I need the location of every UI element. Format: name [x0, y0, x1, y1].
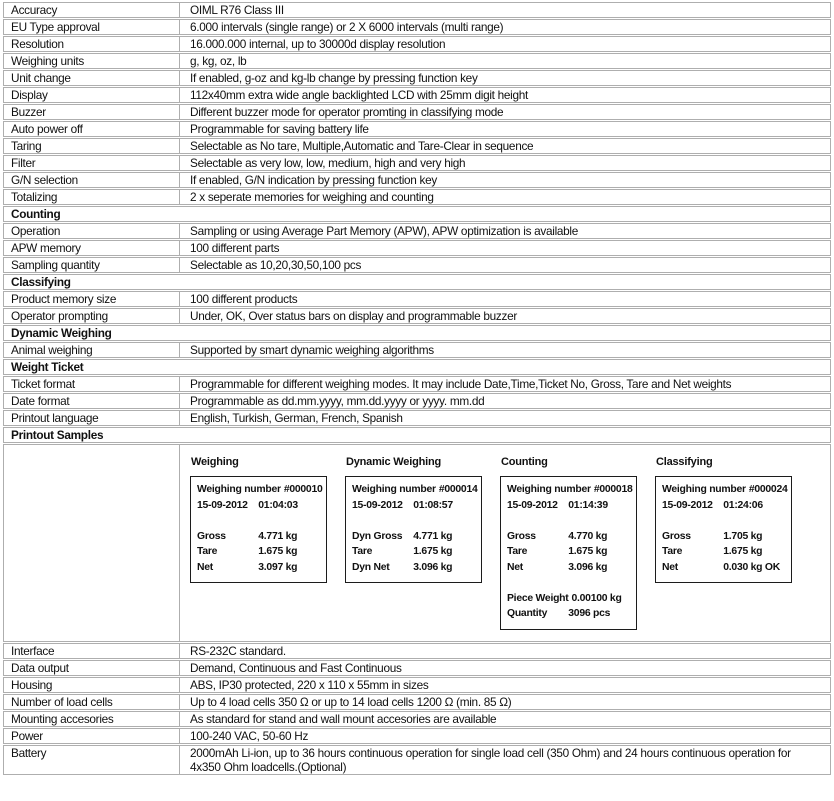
spec-row	[3, 87, 831, 103]
spec-row-value: Under, OK, Over status bars on display and programmable buzzer	[190, 309, 517, 323]
receipt-line	[662, 482, 786, 498]
receipt-line-label: Net	[507, 561, 523, 573]
receipt-line-label: 15-09-2012	[507, 499, 558, 511]
receipt-line-value: 4.771 kg	[413, 530, 453, 542]
printout-sample-weighing	[190, 456, 327, 583]
spec-row-label: Housing	[4, 678, 180, 692]
spec-row	[3, 53, 831, 69]
spec-row-label: Operation	[4, 224, 180, 238]
receipt-line	[197, 482, 321, 498]
receipt-line-value: 3.097 kg	[258, 561, 298, 573]
receipt-line	[352, 498, 476, 514]
section-label: Printout Samples	[11, 428, 104, 442]
receipt-line-value: #000010	[283, 484, 323, 495]
receipt-line-label: Weighing number	[507, 484, 591, 495]
spec-row-value: OIML R76 Class III	[190, 3, 284, 17]
sample-title: Counting	[501, 456, 548, 468]
spec-row	[3, 745, 831, 775]
sample-title: Classifying	[656, 456, 713, 468]
spec-row-label: Number of load cells	[4, 695, 180, 709]
spec-row	[3, 189, 831, 205]
samples-empty-cell	[4, 445, 180, 641]
spec-table	[3, 2, 831, 775]
receipt-line	[507, 498, 631, 514]
receipt-line	[662, 560, 786, 576]
section-row-dynamic-weighing	[3, 325, 831, 341]
receipt-line-label: Gross	[662, 530, 691, 542]
receipt-line-value: 01:04:03	[258, 499, 298, 511]
spec-row-value: Supported by smart dynamic weighing algorithms	[190, 343, 434, 357]
spec-row-value: g, kg, oz, lb	[190, 54, 247, 68]
receipt-line-label: Dyn Gross	[352, 530, 403, 542]
receipt-line-value: 3.096 kg	[413, 561, 453, 573]
spec-row-label: Ticket format	[4, 377, 180, 391]
spec-row-label: Printout language	[4, 411, 180, 425]
spec-row	[3, 711, 831, 727]
spec-row	[3, 104, 831, 120]
receipt-line	[197, 560, 321, 576]
spec-row-value: Selectable as very low, low, medium, high and very high	[190, 156, 466, 170]
spec-row	[3, 376, 831, 392]
spec-row	[3, 308, 831, 324]
samples-area	[180, 445, 830, 641]
receipt-line	[507, 606, 631, 622]
spec-row-value: Programmable for different weighing modes. It may include Date,Time,Ticket No, Gross, Tare and Net weights	[190, 377, 732, 391]
receipt-line-label: 15-09-2012	[352, 499, 403, 511]
receipt-line-value: 4.770 kg	[568, 530, 608, 542]
receipt-box	[345, 476, 482, 583]
receipt-line	[662, 498, 786, 514]
spec-row	[3, 643, 831, 659]
spec-row-label: APW memory	[4, 241, 180, 255]
spec-row	[3, 677, 831, 693]
receipt-box	[655, 476, 792, 583]
receipt-line	[507, 482, 631, 498]
spec-row	[3, 172, 831, 188]
spec-row-label: Resolution	[4, 37, 180, 51]
receipt-line-value: 3.096 kg	[568, 561, 608, 573]
receipt-line-label: Tare	[197, 546, 218, 557]
spec-row-value: 2 x seperate memories for weighing and counting	[190, 190, 434, 204]
spec-row	[3, 393, 831, 409]
receipt-line	[352, 544, 476, 560]
spec-row-label: Buzzer	[4, 105, 180, 119]
receipt-line	[662, 513, 786, 529]
section-label: Dynamic Weighing	[11, 326, 112, 340]
spec-row	[3, 728, 831, 744]
spec-row-value: Up to 4 load cells 350 Ω or up to 14 load cells 1200 Ω (min. 85 Ω)	[190, 695, 512, 709]
spec-row	[3, 660, 831, 676]
spec-row-label: Operator prompting	[4, 309, 180, 323]
receipt-line-value: 4.771 kg	[258, 530, 298, 542]
spec-row-value: 6.000 intervals (single range) or 2 X 6000 intervals (multi range)	[190, 20, 504, 34]
spec-row-value: English, Turkish, German, French, Spanish	[190, 411, 403, 425]
spec-row	[3, 240, 831, 256]
receipt-line-label: 15-09-2012	[662, 499, 713, 511]
receipt-box	[500, 476, 637, 630]
section-row-counting	[3, 206, 831, 222]
receipt-line-value: #000014	[438, 484, 478, 495]
receipt-line-value: 0.00100 kg	[571, 592, 622, 604]
spec-row	[3, 223, 831, 239]
receipt-line-value: 1.675 kg	[568, 546, 608, 557]
receipt-line-value: 1.705 kg	[723, 530, 763, 542]
spec-row-value: ABS, IP30 protected, 220 x 110 x 55mm in sizes	[190, 678, 429, 692]
receipt-line	[197, 498, 321, 514]
printout-samples-row	[3, 444, 831, 642]
printout-sample-dynamic-weighing	[345, 456, 482, 583]
spec-row-value: 100 different parts	[190, 241, 280, 255]
sample-title: Weighing	[191, 456, 239, 468]
receipt-line-value: 01:24:06	[723, 499, 763, 511]
section-row-classifying	[3, 274, 831, 290]
spec-row-value: RS-232C standard.	[190, 644, 286, 658]
spec-row	[3, 694, 831, 710]
spec-row-value: If enabled, G/N indication by pressing function key	[190, 173, 438, 187]
receipt-line-value: 01:08:57	[413, 499, 453, 511]
receipt-line	[352, 560, 476, 576]
receipt-line-value: 0.030 kg OK	[723, 561, 781, 573]
receipt-line	[352, 529, 476, 545]
spec-row-value: Different buzzer mode for operator promting in classifying mode	[190, 105, 504, 119]
spec-row-label: Totalizing	[4, 190, 180, 204]
spec-row	[3, 70, 831, 86]
spec-row-value: 16.000.000 internal, up to 30000d display resolution	[190, 37, 446, 51]
spec-row-label: EU Type approval	[4, 20, 180, 34]
spec-row-label: Animal weighing	[4, 343, 180, 357]
spec-row-label: Interface	[4, 644, 180, 658]
receipt-line	[662, 544, 786, 560]
spec-row-label: Weighing units	[4, 54, 180, 68]
spec-row-value: 100-240 VAC, 50-60 Hz	[190, 729, 309, 743]
spec-row	[3, 19, 831, 35]
spec-row	[3, 342, 831, 358]
receipt-line-label: 15-09-2012	[197, 499, 248, 511]
receipt-line-value: #000018	[593, 484, 633, 495]
section-label: Classifying	[11, 275, 71, 289]
spec-row-value: As standard for stand and wall mount accesories are available	[190, 712, 497, 726]
receipt-line	[507, 575, 631, 591]
spec-row	[3, 410, 831, 426]
spec-row-label: Accuracy	[4, 3, 180, 17]
spec-row	[3, 36, 831, 52]
receipt-line	[507, 591, 631, 607]
printout-sample-classifying	[655, 456, 792, 583]
spec-row-label: Battery	[4, 746, 180, 774]
receipt-line	[507, 544, 631, 560]
spec-row-label: Power	[4, 729, 180, 743]
spec-row-value: Selectable as No tare, Multiple,Automatic and Tare-Clear in sequence	[190, 139, 534, 153]
spec-row-label: Taring	[4, 139, 180, 153]
spec-row-value: Programmable as dd.mm.yyyy, mm.dd.yyyy or yyyy. mm.dd	[190, 394, 485, 408]
receipt-line-label: Weighing number	[197, 484, 281, 495]
spec-row-value: Demand, Continuous and Fast Continuous	[190, 661, 402, 675]
receipt-line-value: #000024	[748, 484, 788, 495]
section-label: Weight Ticket	[11, 360, 84, 374]
spec-row-label: Mounting accesories	[4, 712, 180, 726]
receipt-line-label: Quantity	[507, 608, 548, 619]
receipt-line-label: Weighing number	[662, 484, 746, 495]
printout-sample-counting	[500, 456, 637, 630]
receipt-line	[197, 544, 321, 560]
spec-row-value: Programmable for saving battery life	[190, 122, 369, 136]
receipt-line-value: 01:14:39	[568, 499, 608, 511]
spec-row-value: Selectable as 10,20,30,50,100 pcs	[190, 258, 362, 272]
spec-row-label: Auto power off	[4, 122, 180, 136]
spec-row-value: 100 different products	[190, 292, 298, 306]
receipt-line-value: 1.675 kg	[413, 546, 453, 557]
spec-row-label: Display	[4, 88, 180, 102]
spec-row-label: Data output	[4, 661, 180, 675]
spec-row-label: G/N selection	[4, 173, 180, 187]
receipt-line	[507, 513, 631, 529]
receipt-line-label: Tare	[352, 546, 373, 557]
receipt-line-label: Gross	[507, 530, 536, 542]
receipt-line-label: Net	[197, 561, 213, 573]
receipt-line	[507, 529, 631, 545]
receipt-line	[352, 482, 476, 498]
receipt-line-value: 1.675 kg	[258, 546, 298, 557]
receipt-line-label: Net	[662, 561, 678, 573]
spec-row-value: 2000mAh Li-ion, up to 36 hours continuous operation for single load cell (350 Ohm) and 24 hours continuous operation for 4x350 Ohm loadcells.(Optional)	[190, 746, 791, 774]
receipt-line	[197, 513, 321, 529]
spec-row-label: Filter	[4, 156, 180, 170]
section-label: Counting	[11, 207, 61, 221]
receipt-line-label: Tare	[507, 546, 528, 557]
spec-row	[3, 155, 831, 171]
spec-row-value: 112x40mm extra wide angle backlighted LCD with 25mm digit height	[190, 88, 528, 102]
spec-row	[3, 138, 831, 154]
receipt-line-label: Piece Weight	[507, 592, 569, 604]
receipt-line	[352, 513, 476, 529]
spec-row-label: Unit change	[4, 71, 180, 85]
section-row-printout-samples	[3, 427, 831, 443]
spec-row-label: Date format	[4, 394, 180, 408]
spec-row-value: Sampling or using Average Part Memory (APW), APW optimization is available	[190, 224, 579, 238]
receipt-line-label: Gross	[197, 530, 226, 542]
spec-row-label: Sampling quantity	[4, 258, 180, 272]
spec-row	[3, 291, 831, 307]
receipt-line-label: Weighing number	[352, 484, 436, 495]
receipt-line-value: 3096 pcs	[568, 608, 611, 619]
spec-row-label: Product memory size	[4, 292, 180, 306]
receipt-line-label: Tare	[662, 546, 683, 557]
section-row-weight-ticket	[3, 359, 831, 375]
spec-row	[3, 121, 831, 137]
spec-row	[3, 2, 831, 18]
receipt-line	[662, 529, 786, 545]
sample-title: Dynamic Weighing	[346, 456, 441, 468]
spec-row	[3, 257, 831, 273]
receipt-line-value: 1.675 kg	[723, 546, 763, 557]
receipt-line-label: Dyn Net	[352, 561, 390, 573]
receipt-line	[507, 560, 631, 576]
spec-row-value: If enabled, g-oz and kg-lb change by pressing function key	[190, 71, 478, 85]
receipt-box	[190, 476, 327, 583]
receipt-line	[197, 529, 321, 545]
